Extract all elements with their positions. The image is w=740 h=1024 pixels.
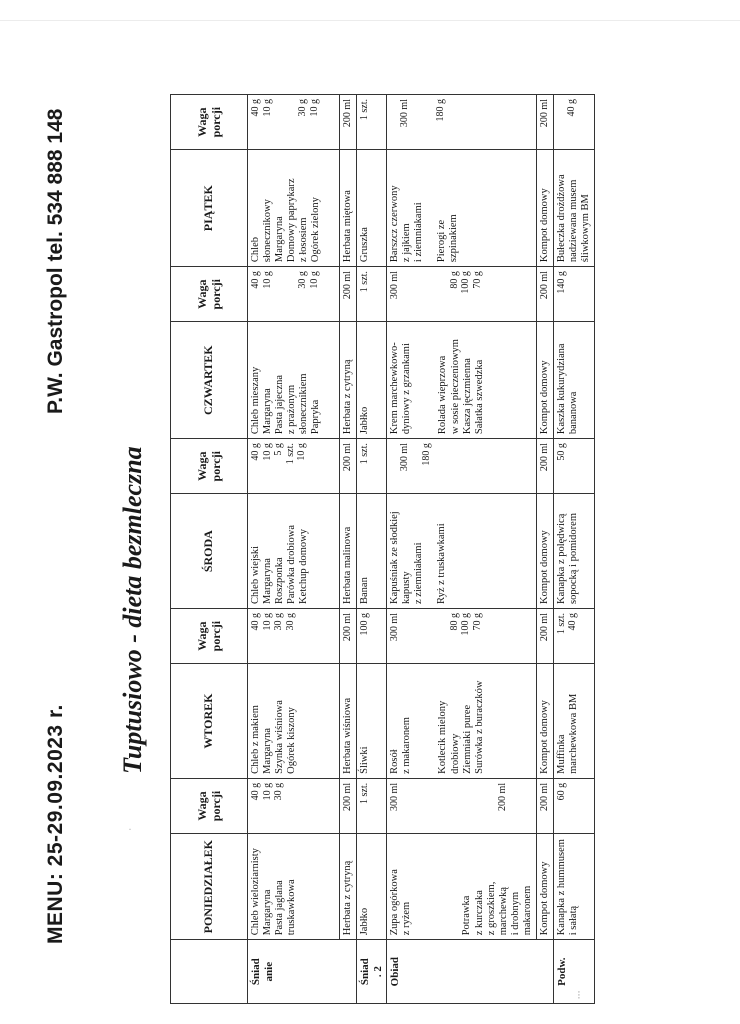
friday-lunch-weights: 300 ml 180 g — [387, 95, 537, 150]
friday-tea: Herbata miętowa — [340, 150, 357, 267]
tuesday-fruit-weight: 100 g — [357, 609, 387, 664]
thursday-tea-weight: 200 ml — [340, 267, 357, 322]
snack-row — [553, 95, 594, 1004]
day-header-thursday: CZWARTEK — [171, 322, 248, 439]
weekly-menu-table — [170, 94, 595, 1004]
tuesday-tea-weight: 200 ml — [340, 609, 357, 664]
wednesday-fruit-weight: 1 szt. — [357, 439, 387, 494]
tuesday-lunch-weights: 300 ml 80 g 100 g 70 g — [387, 609, 537, 664]
tuesday-snack: Muffinka marchewkowa BM — [553, 664, 594, 779]
tuesday-compote: Kompot domowy — [536, 664, 553, 779]
thursday-tea: Herbata z cytryną — [340, 322, 357, 439]
friday-fruit: Gruszka — [357, 150, 387, 267]
wednesday-compote: Kompot domowy — [536, 494, 553, 609]
monday-fruit-weight: 1 szt. — [357, 778, 387, 833]
wednesday-fruit: Banan — [357, 494, 387, 609]
tuesday-snack-weight: 1 szt. 40 g — [553, 609, 594, 664]
menu-date-heading: MENU: 25-29.09.2023 r. — [44, 704, 67, 944]
friday-snack: Bułeczka drożdżowa nadziewana musem śliwkowym BM — [553, 150, 594, 267]
corner-cell — [171, 940, 248, 1004]
wednesday-compote-weight: 200 ml — [536, 439, 553, 494]
header-row — [171, 95, 248, 1004]
friday-fruit-weight: 1 szt. — [357, 95, 387, 150]
thursday-compote: Kompot domowy — [536, 322, 553, 439]
wednesday-lunch-foods: Kapuśniak ze słodkiej kapusty z ziemniakami Ryż z truskawkami — [387, 494, 537, 609]
weight-header: Waga porcji — [171, 609, 248, 664]
tuesday-lunch-foods: Rosół z makaronem Kotlecik mielony drobiowy Ziemniaki puree Surówka z buraczków — [387, 664, 537, 779]
friday-compote: Kompot domowy — [536, 150, 553, 267]
weight-header: Waga porcji — [171, 95, 248, 150]
monday-snack: Kanapka z hummusem i sałatą — [553, 834, 594, 940]
day-header-monday: PONIEDZIAŁEK — [171, 834, 248, 940]
scan-speck: ⁝ — [577, 988, 581, 1002]
monday-lunch-foods: Zupa ogórkowa z ryżem Potrawka z kurczaka z groszkiem, marchewką i drobnym makaronem — [387, 834, 537, 940]
friday-lunch-foods: Barszcz czerwony z jajkiem i ziemniakami Pierogi ze szpinakiem — [387, 150, 537, 267]
weight-header: Waga porcji — [171, 439, 248, 494]
thursday-breakfast-foods: Chleb mieszany Margaryna Pasta jajeczna z prażonym słonecznikiem Papryka — [248, 322, 340, 439]
day-header-tuesday: WTOREK — [171, 664, 248, 779]
company-heading: P.W. Gastropol tel. 534 888 148 — [44, 108, 67, 414]
meal-label-second-breakfast: Śniad . 2 — [357, 940, 387, 1004]
wednesday-tea: Herbata malinowa — [340, 494, 357, 609]
friday-snack-weight: 40 g — [553, 95, 594, 150]
scan-speck: · — [128, 822, 132, 836]
monday-snack-weight: 60 g — [553, 778, 594, 833]
tuesday-compote-weight: 200 ml — [536, 609, 553, 664]
monday-fruit: Jabłko — [357, 834, 387, 940]
monday-tea-weight: 200 ml — [340, 778, 357, 833]
breakfast-row — [248, 95, 340, 1004]
tea-row — [340, 95, 357, 1004]
monday-breakfast-foods: Chleb wieloziarnisty Margaryna Pasta jaglana truskawkowa — [248, 834, 340, 940]
weight-header: Waga porcji — [171, 778, 248, 833]
monday-breakfast-weights: 40 g 10 g 30 g — [248, 778, 340, 833]
day-header-wednesday: ŚRODA — [171, 494, 248, 609]
thursday-compote-weight: 200 ml — [536, 267, 553, 322]
document-title: Tuptusiowo - dieta bezmleczna — [118, 446, 147, 774]
weight-header: Waga porcji — [171, 267, 248, 322]
wednesday-breakfast-foods: Chleb wiejski Margaryna Roszponka Parówka drobiowa Ketchup domowy — [248, 494, 340, 609]
friday-breakfast-weights: 40 g 10 g 30 g 10 g — [248, 95, 340, 150]
meal-label-breakfast: Śniad anie — [248, 940, 357, 1004]
friday-breakfast-foods: Chleb słonecznikowy Margaryna Domowy paprykarz z łososiem Ogórek zielony — [248, 150, 340, 267]
compote-row — [536, 95, 553, 1004]
thursday-lunch-weights: 300 ml 80 g 100 g 70 g — [387, 267, 537, 322]
thursday-snack: Kaszka kukurydziana bananowa — [553, 322, 594, 439]
thursday-breakfast-weights: 40 g 10 g 30 g 10 g — [248, 267, 340, 322]
thursday-fruit-weight: 1 szt. — [357, 267, 387, 322]
tuesday-tea: Herbata wiśniowa — [340, 664, 357, 779]
monday-tea: Herbata z cytryną — [340, 834, 357, 940]
monday-lunch-weights: 300 ml 200 ml — [387, 778, 537, 833]
second-breakfast-row — [357, 95, 387, 1004]
thursday-lunch-foods: Krem marchewkowo- dyniowy z grzankami Rolada wieprzowa w sosie pieczeniowym Kasza jęczmienna Sałatka szwedzka — [387, 322, 537, 439]
wednesday-lunch-weights: 300 ml 180 g — [387, 439, 537, 494]
lunch-row — [387, 95, 537, 1004]
meal-label-lunch: Obiad — [387, 940, 554, 1004]
day-header-friday: PIĄTEK — [171, 150, 248, 267]
tuesday-breakfast-weights: 40 g 10 g 30 g 30 g — [248, 609, 340, 664]
friday-tea-weight: 200 ml — [340, 95, 357, 150]
thursday-snack-weight: 140 g — [553, 267, 594, 322]
meal-label-snack: Podw. — [553, 940, 594, 1004]
tuesday-breakfast-foods: Chleb z makiem Margaryna Szynka wiśniowa Ogórek kiszony — [248, 664, 340, 779]
wednesday-snack-weight: 50 g — [553, 439, 594, 494]
monday-compote-weight: 200 ml — [536, 778, 553, 833]
thursday-fruit: Jabłko — [357, 322, 387, 439]
wednesday-breakfast-weights: 40 g 10 g 5 g 1 szt. 10 g — [248, 439, 340, 494]
tuesday-fruit: Śliwki — [357, 664, 387, 779]
monday-compote: Kompot domowy — [536, 834, 553, 940]
friday-compote-weight: 200 ml — [536, 95, 553, 150]
wednesday-tea-weight: 200 ml — [340, 439, 357, 494]
wednesday-snack: Kanapka z polędwicą sopocką i pomidorem — [553, 494, 594, 609]
